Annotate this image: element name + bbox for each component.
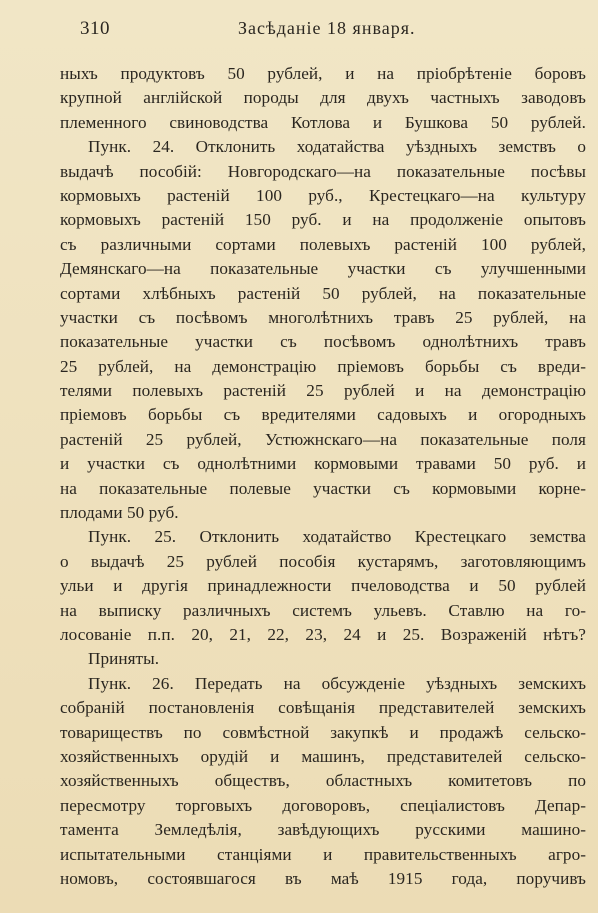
text-line: телями полевыхъ растеній 25 рублей и на демонстрацію (60, 381, 586, 401)
text-line: и участки съ однолѣтними кормовыми травами 50 руб. и (60, 454, 586, 474)
text-line: товариществъ по совмѣстной закупкѣ и продажѣ сельско- (60, 722, 586, 742)
text-line: на выписку различныхъ системъ ульевъ. Ставлю на го- (60, 600, 586, 620)
text-line: Пунк. 24. Отклонить ходатайства уѣздныхъ земствъ о (88, 137, 586, 157)
text-line: показательные участки съ посѣвомъ однолѣтнихъ травъ (60, 332, 586, 352)
text-line: пріемовъ борьбы съ вредителями садовыхъ и огородныхъ (60, 405, 586, 425)
text-line: ныхъ продуктовъ 50 рублей, и на пріобрѣтеніе боровъ (60, 64, 586, 83)
text-line: участки съ посѣвомъ многолѣтнихъ травъ 25 рублей, на (60, 307, 586, 327)
text-line: лосованіе п.п. 20, 21, 22, 23, 24 и 25. Возраженій нѣтъ? (60, 624, 586, 644)
page-number: 310 (80, 18, 110, 39)
text-line: съ различными сортами полевыхъ растеній 100 рублей, (60, 234, 586, 254)
text-line: ульи и другія принадлежности пчеловодства и 50 рублей (60, 576, 586, 596)
text-line: растеній 25 рублей, Устюжнскаго—на показательные поля (60, 429, 586, 449)
body-text (60, 62, 586, 891)
text-line: кормовыхъ растеній 100 руб., Крестецкаго—на культуру (60, 185, 586, 205)
text-line: номовъ, состоявшагося въ маѣ 1915 года, поручивъ (60, 868, 586, 888)
text-line: 25 рублей, на демонстрацію пріемовъ борьбы съ вреди- (60, 356, 586, 376)
text-line: кормовыхъ растеній 150 руб. и на продолженіе опытовъ (60, 210, 586, 230)
page-header (0, 14, 598, 44)
text-line: Пунк. 25. Отклонить ходатайство Крестецкаго земства (88, 527, 586, 547)
text-line: тамента Земледѣлія, завѣдующихъ русскими машино- (60, 820, 586, 840)
text-line: плодами 50 руб. (60, 503, 179, 523)
text-line: о выдачѣ 25 рублей пособія кустарямъ, заготовляющимъ (60, 551, 586, 571)
text-line: племенного свиноводства Котлова и Бушкова 50 рублей. (60, 112, 586, 132)
text-line: хозяйственныхъ обществъ, областныхъ комитетовъ по (60, 771, 586, 791)
text-line: пересмотру торговыхъ договоровъ, спеціалистовъ Депар- (60, 795, 586, 815)
text-line: Пунк. 26. Передать на обсужденіе уѣздныхъ земскихъ (88, 673, 586, 693)
text-line: испытательными станціями и правительственныхъ агро- (60, 844, 586, 864)
text-line: сортами хлѣбныхъ растеній 50 рублей, на показательные (60, 283, 586, 303)
text-line: на показательные полевые участки съ кормовыми корне- (60, 478, 586, 498)
text-line: выдачѣ пособій: Новгородскаго—на показательные посѣвы (60, 161, 586, 181)
text-line: хозяйственныхъ орудій и машинъ, представителей сельско- (60, 746, 586, 766)
text-line: Демянскаго—на показательные участки съ улучшенными (60, 259, 586, 279)
text-line: собраній постановленія совѣщанія представителей земскихъ (60, 698, 586, 718)
running-head: Засѣданіе 18 января. (238, 18, 416, 38)
text-line: Приняты. (88, 649, 160, 669)
text-line: крупной англійской породы для двухъ частныхъ заводовъ (60, 88, 586, 108)
